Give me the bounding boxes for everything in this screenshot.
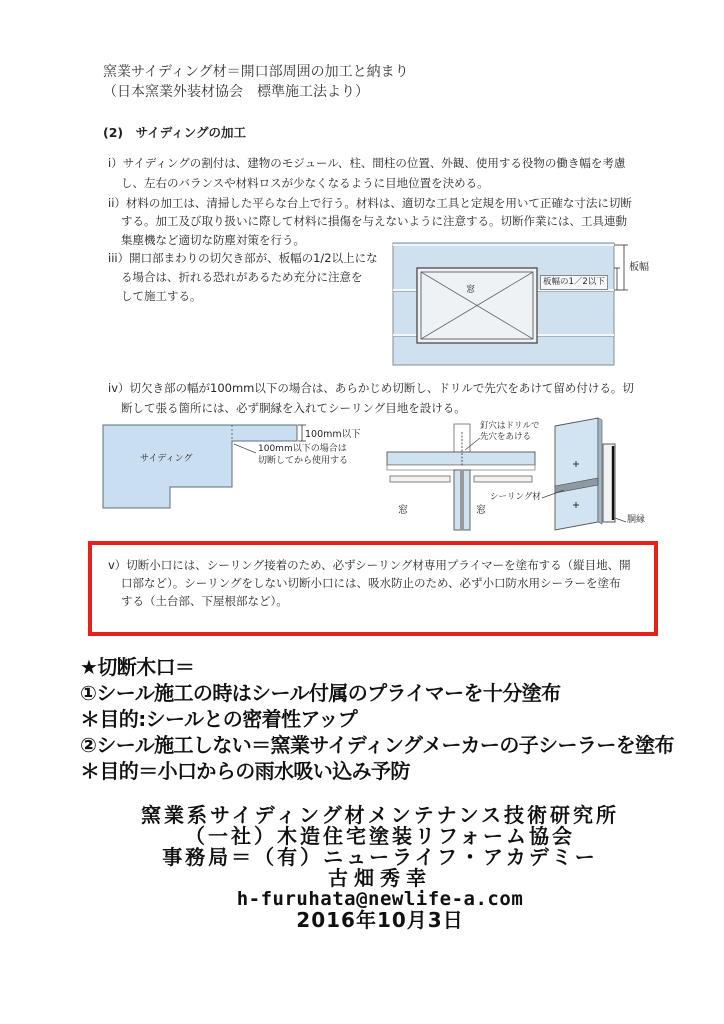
note-line: ＊目的:シールとの密着性アップ [80,707,358,731]
footer-block [80,805,680,931]
notch-siding-diagram [95,418,310,516]
note-leader-line [234,444,256,453]
note-line: ★切断木口＝ [80,655,195,679]
item-ii-line: する。加工及び取り扱いに際して材料に損傷を与えないように注意する。切断作業には、工具連動 [121,214,627,228]
furring-strip-diagram [540,414,632,534]
document-title: 窯業サイディング材＝開口部周囲の加工と納まり [103,64,409,80]
right-window-frame [474,476,532,482]
horizontal-siding [387,452,535,465]
association-name: （一社）木造住宅塗装リフォーム協会 [185,824,575,848]
notch-width-label: 100mm以下 [305,429,361,440]
window-label: 窓 [466,285,476,295]
nail-note-line: 先穴をあける [480,432,532,442]
item-i-line: し、左右のバランスや材料ロスが少なくなるように目地位置を決める。 [121,176,489,190]
author-name: 古畑秀幸 [328,866,432,890]
notch-note-line: 切断してから使用する [258,456,349,466]
item-v-line: 口部など）。シーリングをしない切断小口には、吸水防止のため、必ず小口防水用シーラーを塗布 [121,576,621,590]
section-heading: (2) サイディングの加工 [103,125,246,140]
item-ii-line: ii）材料の加工は、清掃した平らな台上で行う。材料は、適切な工具と定規を用いて正確な寸法に切断 [108,196,632,210]
left-window-label: 窓 [398,505,408,516]
sealant-joint [460,470,464,530]
item-iii-line: る場合は、折れる恐れがあるため充分に注意を [121,270,363,284]
item-iv-line: 断して張る箇所には、必ず胴縁を入れてシーリング目地を設ける。 [121,401,466,415]
board-width-label: 板幅 [629,262,649,273]
item-iii-line: iii）開口部まわりの切欠き部が、板幅の1/2以上にな [108,251,378,265]
item-ii-line: 集塵機など適切な防塵対策を行う。 [121,233,305,247]
half-width-label: 板幅の1／2以下 [540,275,608,290]
item-v-line: v）切断小口には、シーリング接着のため、必ずシーリング材専用プライマーを塗布する（縦目地、開 [108,558,631,572]
item-iv-line: iv）切欠き部の幅が100mm以下の場合は、あらかじめ切断し、ドリルで先穴をあけて留め付ける。切 [108,381,634,395]
note-line: ①シール施工の時はシール付属のプライマーを十分塗布 [80,681,561,705]
office-name: 事務局＝（有）ニューライフ・アカデミー [162,845,598,869]
item-v-line: する（土台部、下屋根部など）。 [121,594,288,608]
item-iii-line: して施工する。 [121,289,202,303]
window-opening-diagram [388,238,633,370]
item-i-line: i）サイディングの割付は、建物のモジュール、柱、間柱の位置、外観、使用する役物の働き幅を考慮 [108,156,626,170]
note-line: ＊目的＝小口からの雨水吸い込み予防 [80,759,410,783]
notch-note-line: 100mm以下の場合は [258,444,347,454]
document-date: 2016年10月3日 [296,908,464,932]
document-source: （日本窯業外装材協会 標準施工法より） [103,84,369,100]
sealant-label: シーリング材 [490,492,541,502]
right-window-label: 窓 [476,505,486,516]
nail-note-line: 釘穴はドリルで [480,421,540,431]
notes-block [80,654,674,784]
author-email: h-furuhata@newlife-a.com [236,888,524,910]
furring-label: 胴縁 [627,515,646,525]
note-line: ②シール施工しない＝窯業サイディングメーカーの子シーラーを塗布 [80,733,674,757]
furring-leader-line [615,518,626,522]
sheathing [387,465,535,470]
left-window-frame [390,476,450,482]
siding-label: サイディング [140,454,193,464]
siding-panel-face [555,418,598,530]
siding-panel-edge [598,418,602,524]
organization-name: 窯業系サイディング材メンテナンス技術研究所 [141,803,619,827]
